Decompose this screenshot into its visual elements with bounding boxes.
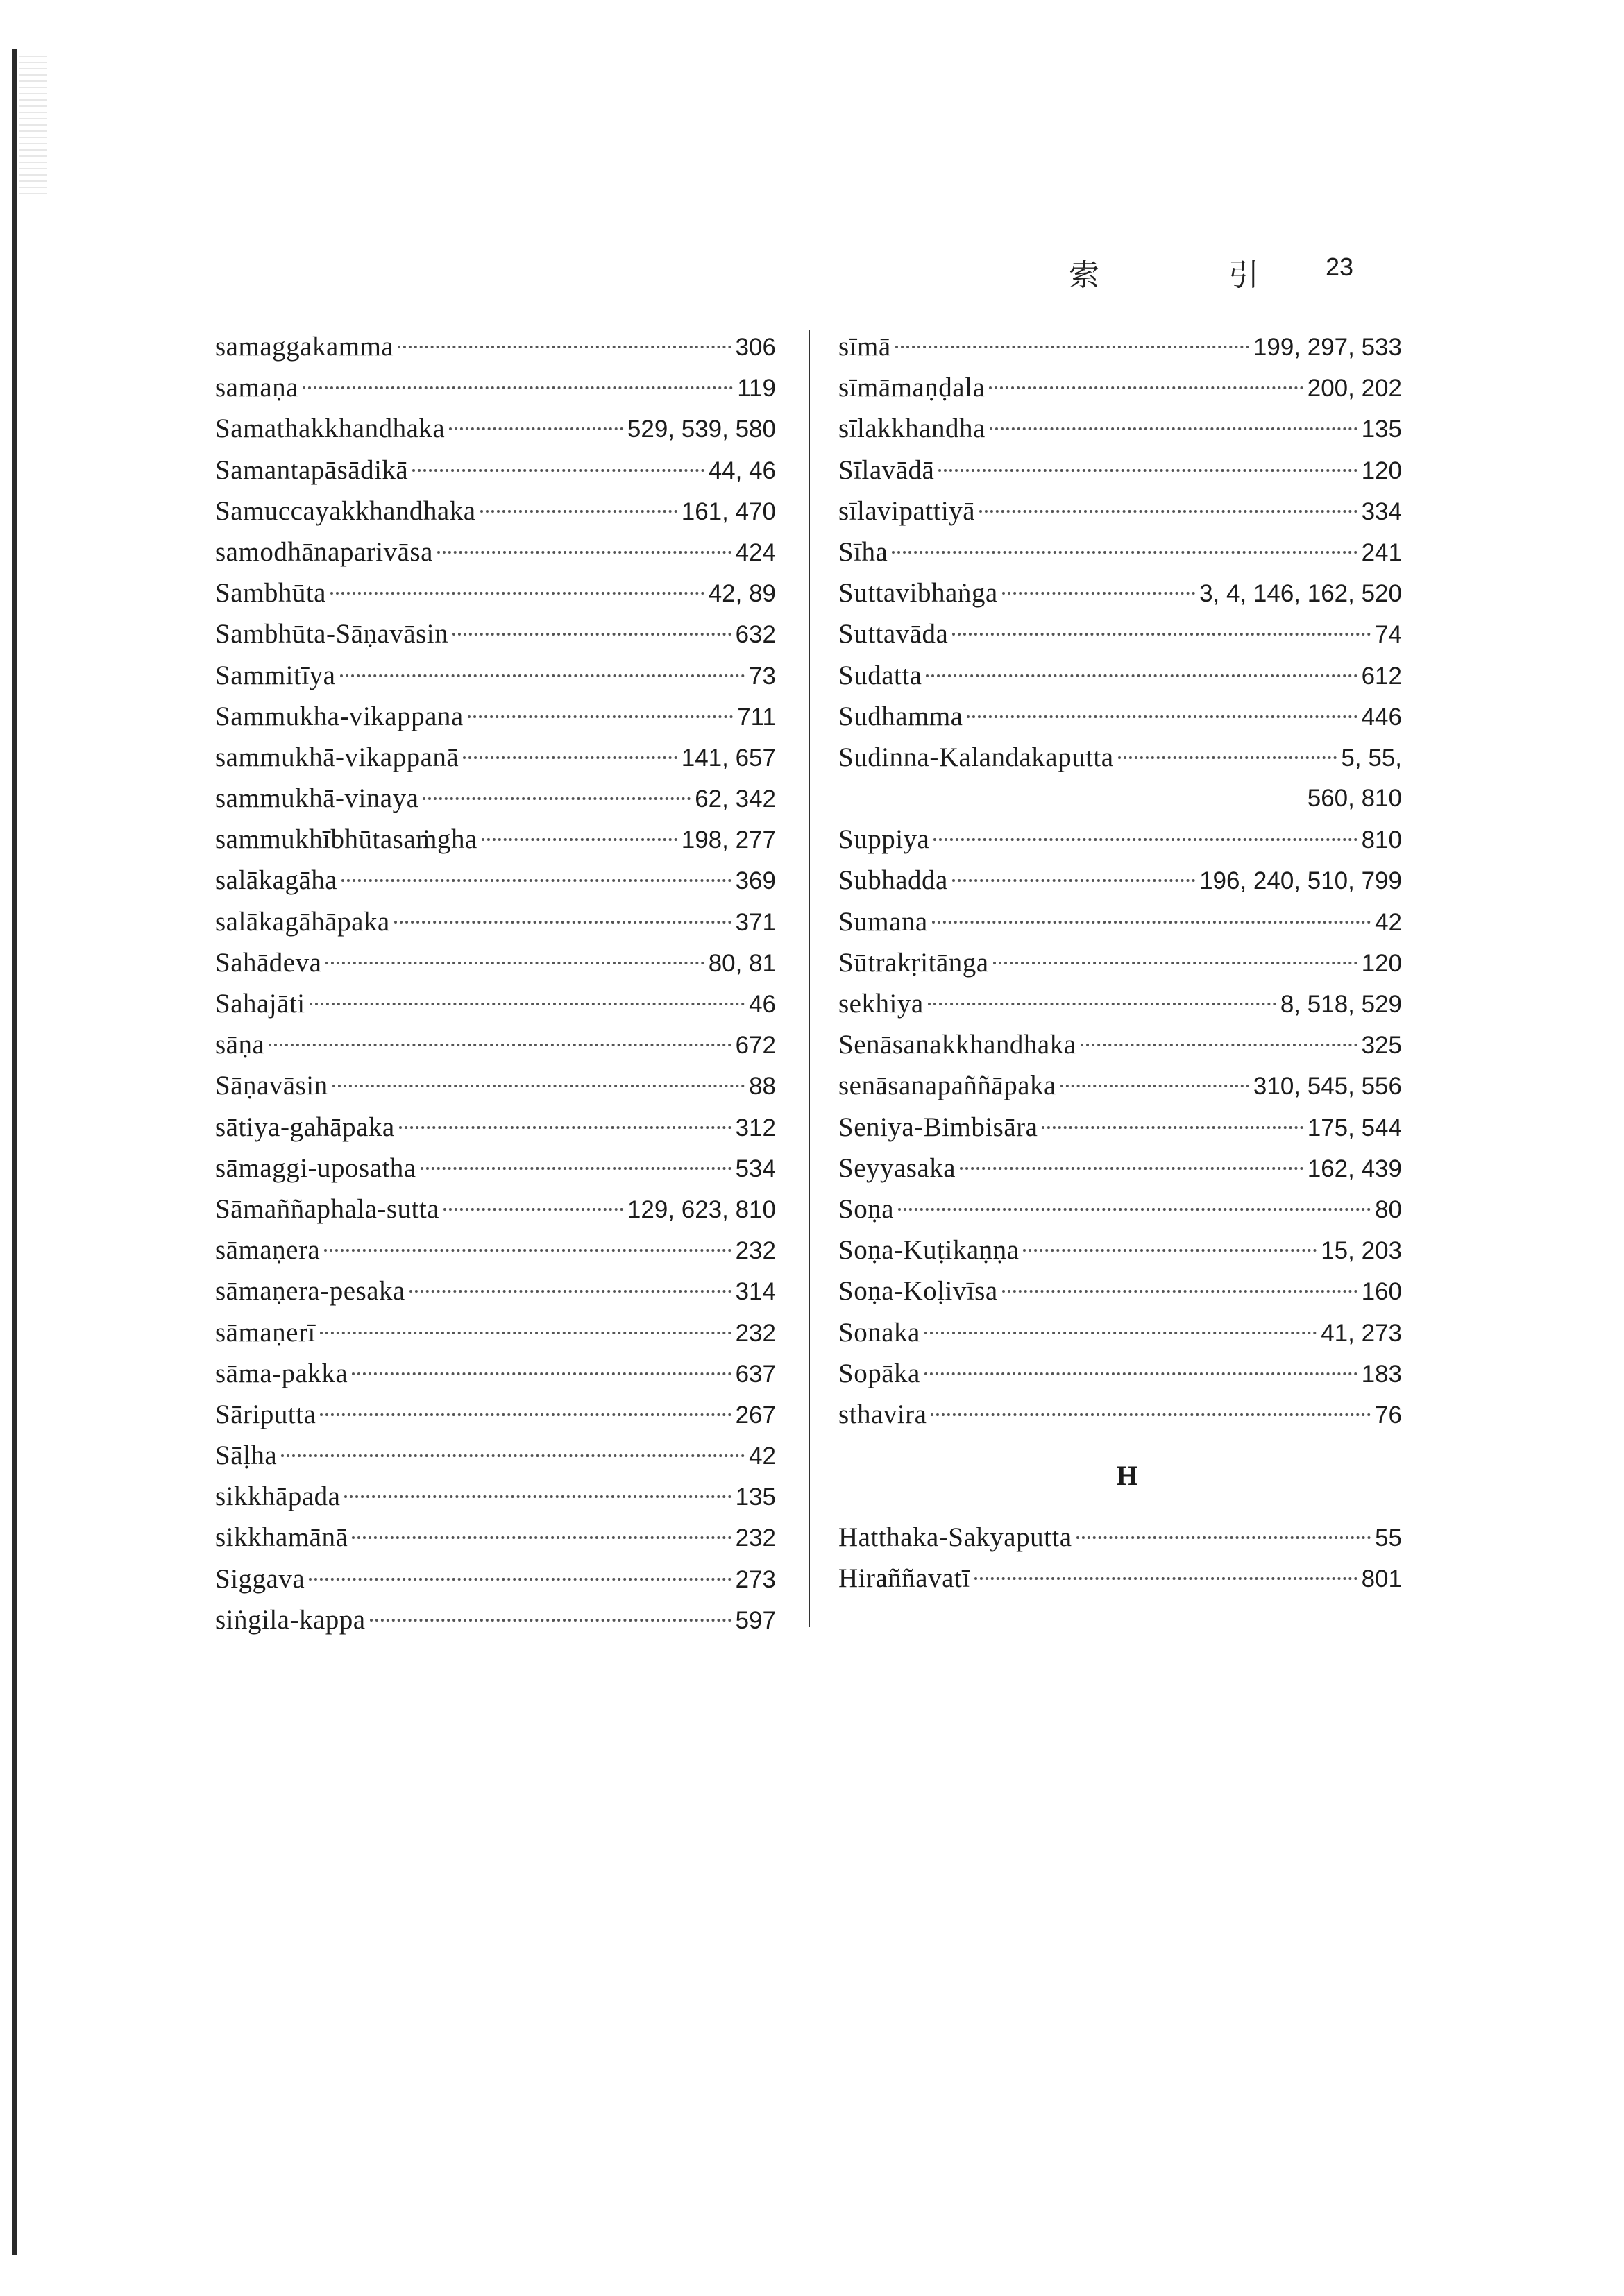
index-entry	[215, 1024, 776, 1065]
index-entry	[215, 1107, 776, 1148]
dot-leader	[281, 1454, 745, 1457]
page-number: 23	[1326, 253, 1354, 281]
entry-term: sāmaggi-uposatha	[215, 1153, 416, 1183]
entry-term: Hiraññavatī	[838, 1563, 970, 1594]
index-entry	[215, 860, 776, 901]
index-entry	[215, 819, 776, 860]
dot-leader	[1002, 592, 1195, 595]
entry-term: Seyyasaka	[838, 1153, 956, 1183]
entry-term: Sahajāti	[215, 989, 305, 1019]
dot-leader	[924, 1332, 1317, 1334]
entry-pages: 160	[1361, 1278, 1402, 1306]
index-entry	[215, 1476, 776, 1517]
entry-pages: 801	[1361, 1565, 1402, 1593]
entry-term: Sammitīya	[215, 660, 336, 690]
index-entry	[215, 1230, 776, 1270]
entry-pages: 46	[749, 991, 776, 1018]
entry-term: Sopāka	[838, 1358, 920, 1388]
dot-leader	[895, 346, 1249, 348]
dot-leader	[332, 1085, 745, 1087]
header-kanji-2: 引	[1228, 257, 1259, 293]
entry-pages: 161, 470	[681, 498, 776, 525]
scan-noise	[19, 56, 47, 194]
column-divider	[809, 330, 810, 1627]
index-entry	[838, 1517, 1402, 1558]
entry-pages: 241	[1361, 538, 1402, 566]
index-entry	[215, 613, 776, 654]
index-entry	[838, 983, 1402, 1024]
index-entry	[838, 655, 1402, 696]
dot-leader	[928, 1003, 1276, 1005]
entry-term: Sahādeva	[215, 947, 322, 978]
header-kanji-1: 索	[1069, 257, 1099, 293]
entry-pages: 80	[1375, 1196, 1402, 1223]
dot-leader	[924, 1372, 1357, 1375]
entry-pages: 76	[1375, 1401, 1402, 1429]
dot-leader	[1118, 756, 1337, 759]
dot-leader	[1081, 1044, 1357, 1046]
entry-pages: 267	[735, 1401, 776, 1429]
dot-leader	[409, 1290, 731, 1293]
entry-pages-continuation: 560, 810	[1307, 785, 1402, 813]
index-entry	[215, 655, 776, 696]
entry-pages: 334	[1361, 498, 1402, 525]
entry-term: sammukhā-vinaya	[215, 783, 419, 814]
entry-pages: 810	[1361, 826, 1402, 854]
entry-term: sekhiya	[838, 989, 924, 1019]
dot-leader	[344, 1495, 731, 1498]
index-entry	[215, 326, 776, 367]
entry-pages: 15, 203	[1321, 1237, 1402, 1265]
index-entry	[838, 1107, 1402, 1148]
index-entry	[215, 1558, 776, 1599]
index-entry	[838, 408, 1402, 449]
entry-term: sthavira	[838, 1399, 927, 1429]
entry-term: Sudatta	[838, 660, 922, 690]
entry-term: sīlakkhandha	[838, 414, 986, 444]
entry-pages: 424	[735, 538, 776, 566]
entry-pages: 3, 4, 146, 162, 520	[1199, 580, 1402, 608]
entry-pages: 199, 297, 533	[1253, 334, 1402, 361]
entry-pages: 74	[1375, 621, 1402, 649]
dot-leader	[926, 674, 1357, 677]
entry-pages: 42	[1375, 908, 1402, 936]
dot-leader	[421, 1167, 731, 1170]
entry-pages: 325	[1361, 1032, 1402, 1060]
entry-pages: 44, 46	[708, 457, 776, 484]
dot-leader	[989, 386, 1303, 389]
index-entry	[215, 942, 776, 983]
entry-pages: 55	[1375, 1524, 1402, 1552]
entry-term: sīmāmaṇḍala	[838, 373, 986, 403]
index-entry	[215, 408, 776, 449]
index-entry	[215, 572, 776, 613]
dot-leader	[482, 838, 677, 841]
entry-term: Sumana	[838, 906, 928, 937]
dot-leader	[932, 921, 1371, 924]
entry-term: Sambhūta	[215, 578, 326, 609]
entry-term: sāmaṇerī	[215, 1317, 316, 1347]
dot-leader	[452, 633, 731, 636]
scan-edge	[12, 49, 17, 2255]
dot-leader	[320, 1332, 731, 1334]
index-entry	[215, 778, 776, 819]
dot-leader	[993, 962, 1357, 964]
entry-pages: 446	[1361, 703, 1402, 731]
entry-pages: 232	[735, 1319, 776, 1347]
entry-term: Subhadda	[838, 865, 948, 896]
entry-pages: 369	[735, 867, 776, 895]
dot-leader	[309, 1578, 731, 1581]
entry-pages: 612	[1361, 662, 1402, 690]
entry-term: Soṇa	[838, 1193, 894, 1224]
index-entry	[215, 901, 776, 942]
entry-term: Sudhamma	[838, 701, 963, 731]
entry-pages: 371	[735, 908, 776, 936]
entry-term: sīlavipattiyā	[838, 495, 976, 526]
entry-term: Sonaka	[838, 1317, 920, 1347]
dot-leader	[394, 921, 731, 924]
entry-term: Samathakkhandhaka	[215, 414, 446, 444]
dot-leader	[960, 1167, 1303, 1170]
index-column-right	[838, 326, 1402, 1599]
entry-term: samodhānaparivāsa	[215, 536, 433, 567]
entry-term: sāma-pakka	[215, 1358, 348, 1388]
index-entry	[838, 860, 1402, 901]
entry-pages: 672	[735, 1032, 776, 1060]
index-entry	[838, 1230, 1402, 1270]
index-entry	[215, 532, 776, 572]
entry-pages: 88	[749, 1073, 776, 1100]
dot-leader	[399, 1126, 731, 1129]
dot-leader	[310, 1003, 745, 1005]
dot-leader	[952, 879, 1195, 882]
dot-leader	[468, 715, 733, 718]
index-entry	[838, 491, 1402, 532]
entry-term: Suppiya	[838, 824, 930, 855]
entry-term: sammukhībhūtasaṁgha	[215, 824, 477, 855]
entry-term: samaggakamma	[215, 332, 394, 362]
dot-leader	[352, 1372, 731, 1375]
section-heading-h: H	[1116, 1460, 1138, 1492]
entry-term: salākagāha	[215, 865, 338, 896]
index-entry	[838, 1353, 1402, 1394]
entry-term: Sāriputta	[215, 1399, 316, 1429]
index-entry	[838, 901, 1402, 942]
entry-pages: 273	[735, 1565, 776, 1593]
index-entry	[215, 1189, 776, 1230]
entry-term: Sīha	[838, 536, 888, 567]
index-entry	[838, 1189, 1402, 1230]
entry-pages: 306	[735, 334, 776, 361]
entry-pages: 73	[749, 662, 776, 690]
entry-pages: 314	[735, 1278, 776, 1306]
dot-leader	[892, 551, 1357, 554]
entry-term: Suttavāda	[838, 619, 949, 649]
entry-pages: 637	[735, 1360, 776, 1388]
index-entry	[838, 819, 1402, 860]
dot-leader	[449, 427, 623, 430]
index-entry	[215, 983, 776, 1024]
dot-leader	[412, 469, 704, 472]
index-entry	[215, 1312, 776, 1353]
entry-pages: 162, 439	[1307, 1155, 1402, 1182]
entry-term: Sāmaññaphala-sutta	[215, 1193, 440, 1224]
entry-term: Soṇa-Kuṭikaṇṇa	[838, 1235, 1020, 1266]
index-entry	[838, 532, 1402, 572]
dot-leader	[1002, 1290, 1357, 1293]
entry-term: Sambhūta-Sāṇavāsin	[215, 619, 449, 649]
entry-pages: 42, 89	[708, 580, 776, 608]
dot-leader	[330, 592, 704, 595]
entry-pages: 135	[1361, 416, 1402, 443]
dot-leader	[341, 879, 731, 882]
dot-leader	[340, 674, 745, 677]
entry-pages: 129, 623, 810	[627, 1196, 776, 1223]
entry-term: Seniya-Bimbisāra	[838, 1112, 1038, 1142]
index-entry	[215, 1517, 776, 1558]
entry-pages: 529, 539, 580	[627, 416, 776, 443]
entry-term: Samantapāsādikā	[215, 454, 409, 485]
entry-pages: 534	[735, 1155, 776, 1182]
index-entry	[215, 1394, 776, 1435]
entry-pages: 80, 81	[708, 949, 776, 977]
entry-term: Senāsanakkhandhaka	[838, 1030, 1076, 1060]
entry-pages: 119	[737, 375, 776, 402]
entry-term: Samuccayakkhandhaka	[215, 495, 476, 526]
dot-leader	[324, 1249, 731, 1252]
index-entry	[838, 572, 1402, 613]
entry-term: Sāṇavāsin	[215, 1071, 328, 1101]
entry-pages: 232	[735, 1524, 776, 1552]
index-entry	[838, 367, 1402, 408]
entry-term: senāsanapaññāpaka	[838, 1071, 1056, 1101]
dot-leader	[898, 1208, 1371, 1211]
entry-term: Suttavibhaṅga	[838, 578, 998, 609]
entry-term: sikkhāpada	[215, 1481, 341, 1512]
entry-pages: 8, 518, 529	[1280, 991, 1402, 1018]
entry-term: Sīlavādā	[838, 454, 935, 485]
dot-leader	[990, 427, 1357, 430]
entry-term: siṅgila-kappa	[215, 1604, 366, 1635]
entry-pages: 120	[1361, 949, 1402, 977]
index-entry	[838, 1394, 1402, 1435]
dot-leader	[931, 1413, 1371, 1416]
index-entry	[215, 367, 776, 408]
index-entry	[838, 1270, 1402, 1311]
page-header	[1069, 250, 1374, 291]
entry-pages: 312	[735, 1114, 776, 1141]
dot-leader	[325, 962, 704, 964]
dot-leader	[352, 1536, 731, 1539]
entry-term: sāmaṇera-pesaka	[215, 1276, 405, 1307]
dot-leader	[952, 633, 1371, 636]
entry-term: Sūtrakṛitānga	[838, 947, 989, 978]
entry-pages: 42	[749, 1443, 776, 1470]
entry-term: sīmā	[838, 332, 891, 362]
index-entry	[215, 1270, 776, 1311]
index-entry	[838, 942, 1402, 983]
entry-pages: 200, 202	[1307, 375, 1402, 402]
entry-pages: 41, 273	[1321, 1319, 1402, 1347]
dot-leader	[480, 510, 677, 513]
index-entry	[215, 1148, 776, 1189]
entry-pages: 232	[735, 1237, 776, 1265]
entry-pages: 711	[737, 703, 776, 731]
entry-pages: 310, 545, 556	[1253, 1073, 1402, 1100]
index-entry	[838, 696, 1402, 737]
dot-leader	[1042, 1126, 1303, 1129]
index-entry	[838, 326, 1402, 367]
entry-pages: 135	[735, 1483, 776, 1511]
entry-term: sātiya-gahāpaka	[215, 1112, 395, 1142]
dot-leader	[303, 386, 733, 389]
index-entry	[838, 1024, 1402, 1065]
index-entry	[838, 1148, 1402, 1189]
index-entry	[215, 1065, 776, 1106]
entry-term: Soṇa-Koḷivīsa	[838, 1276, 998, 1307]
dot-leader	[974, 1577, 1357, 1580]
dot-leader	[1076, 1536, 1371, 1539]
dot-leader	[269, 1044, 731, 1046]
entry-term: sāṇa	[215, 1030, 265, 1060]
index-entry	[838, 1312, 1402, 1353]
dot-leader	[979, 510, 1357, 513]
index-entry	[838, 1558, 1402, 1599]
index-entry	[215, 1435, 776, 1476]
dot-leader	[1060, 1085, 1249, 1087]
index-entry	[838, 1065, 1402, 1106]
entry-term: sammukhā-vikappanā	[215, 742, 459, 772]
entry-term: sikkhamānā	[215, 1522, 348, 1553]
entry-pages: 196, 240, 510, 799	[1199, 867, 1402, 895]
index-entry	[215, 1353, 776, 1394]
dot-leader	[320, 1413, 731, 1416]
entry-term: Siggava	[215, 1563, 305, 1594]
index-entry	[838, 613, 1402, 654]
index-entry	[215, 450, 776, 491]
entry-pages: 62, 342	[695, 785, 776, 813]
dot-leader	[423, 797, 691, 800]
entry-pages: 632	[735, 621, 776, 649]
dot-leader	[933, 838, 1357, 841]
entry-term: samaṇa	[215, 373, 298, 403]
index-entry	[838, 450, 1402, 491]
dot-leader	[398, 346, 731, 348]
entry-pages: 183	[1361, 1360, 1402, 1388]
entry-pages: 597	[735, 1606, 776, 1634]
dot-leader	[370, 1619, 731, 1622]
dot-leader	[938, 469, 1357, 472]
entry-term: Sāḷha	[215, 1440, 278, 1471]
dot-leader	[463, 756, 677, 759]
entry-pages: 5, 55,	[1341, 744, 1402, 772]
entry-term: Sudinna-Kalandakaputta	[838, 742, 1114, 772]
entry-term: Sammukha-vikappana	[215, 701, 464, 731]
entry-pages: 141, 657	[681, 744, 776, 772]
index-entry	[215, 696, 776, 737]
index-entry	[215, 491, 776, 532]
entry-term: sāmaṇera	[215, 1235, 321, 1266]
index-entry	[215, 737, 776, 778]
entry-pages: 120	[1361, 457, 1402, 484]
dot-leader	[967, 715, 1357, 718]
dot-leader	[1023, 1249, 1317, 1252]
entry-pages: 198, 277	[681, 826, 776, 854]
entry-term: salākagāhāpaka	[215, 906, 390, 937]
dot-leader	[437, 551, 731, 554]
index-entry	[215, 1599, 776, 1640]
dot-leader	[443, 1208, 623, 1211]
entry-term: Hatthaka-Sakyaputta	[838, 1522, 1072, 1553]
index-entry	[838, 737, 1402, 778]
index-column-left	[215, 326, 776, 1640]
entry-pages: 175, 544	[1307, 1114, 1402, 1141]
